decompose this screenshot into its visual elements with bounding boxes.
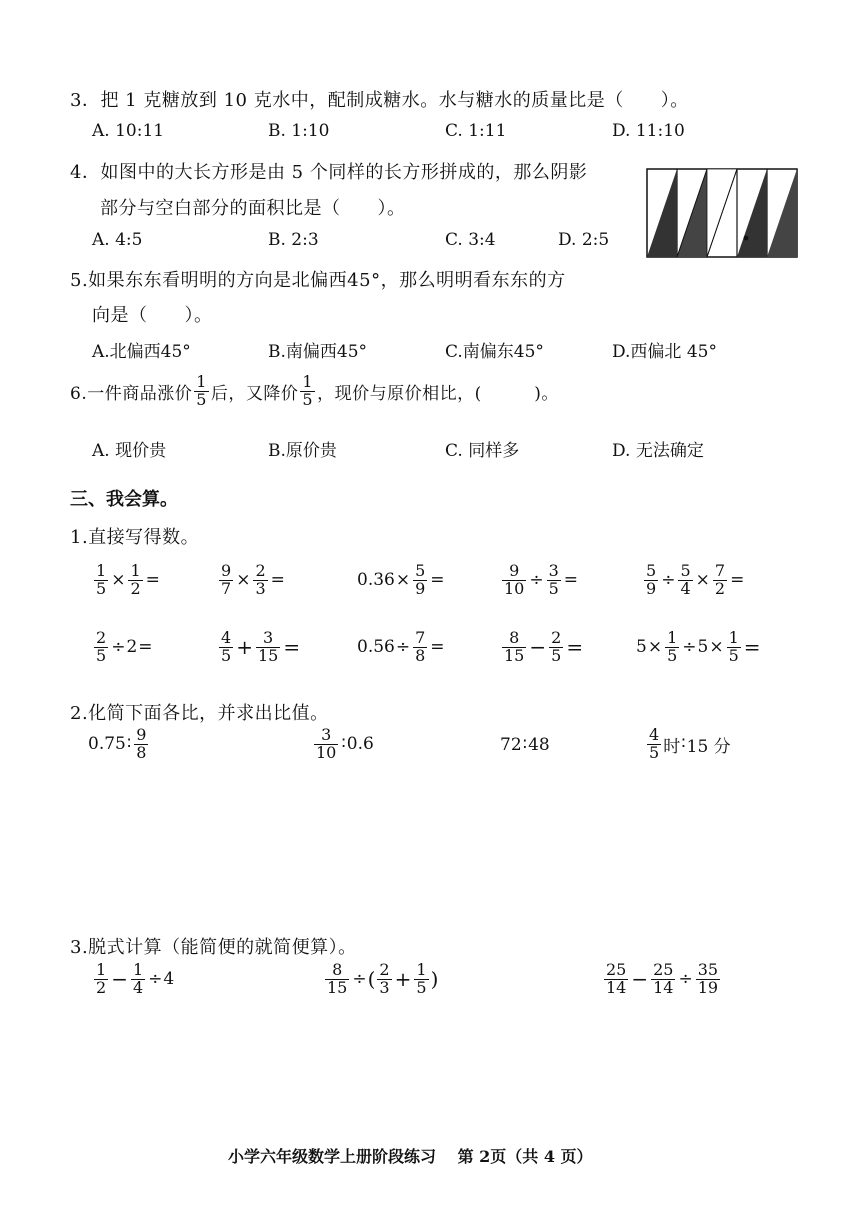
fraction: $\frac{1}{2}$ <box>130 561 141 598</box>
q4-option-a: A. 4:5 <box>92 230 143 250</box>
fraction: $\frac{9}{10}$ <box>504 561 525 598</box>
q4-stem-line2: 部分与空白部分的面积比是（ ）。 <box>100 198 406 219</box>
fraction: $\frac{9}{8}$ <box>136 725 147 762</box>
calc-6: $\frac{2}{5}$ ÷ 2 = <box>96 628 153 665</box>
q6-option-d: D. 无法确定 <box>612 441 704 461</box>
fraction: $\frac{2}{5}$ <box>96 628 107 665</box>
fraction: $\frac{1}{5}$ <box>96 561 107 598</box>
q6-stem <box>70 374 559 409</box>
fraction: $\frac{9}{7}$ <box>221 561 232 598</box>
calc-3: 0.36 × $\frac{5}{9}$ = <box>357 561 445 598</box>
q4-option-c: C. 3:4 <box>445 230 496 250</box>
page-footer: 小学六年级数学上册阶段练习 第 2页（共 4 页） <box>228 1147 593 1166</box>
fraction: $\frac{3}{15}$ <box>257 628 279 665</box>
ratio-2: $\frac{3}{10}$ ∶ 0.6 <box>316 725 374 762</box>
fraction: $\frac{5}{9}$ <box>646 561 657 598</box>
q3-option-a: A. 10:11 <box>92 121 165 141</box>
ratio-3: 72 ∶ 48 <box>500 735 550 755</box>
fraction: $\frac{3}{10}$ <box>316 725 337 762</box>
fraction: $\frac{4}{5}$ <box>649 725 660 762</box>
fraction: $\frac{1}{5}$ <box>667 628 678 665</box>
fraction: $\frac{2}{3}$ <box>379 960 390 997</box>
fraction: $\frac{8}{15}$ <box>504 628 525 665</box>
calc-8: 0.56 ÷ $\frac{7}{8}$ = <box>357 628 445 665</box>
fraction: $\frac{3}{5}$ <box>548 561 559 598</box>
calc-4: $\frac{9}{10}$ ÷ $\frac{3}{5}$ = <box>504 561 579 598</box>
q3-option-b: B. 1:10 <box>268 121 330 141</box>
fraction: $\frac{8}{15}$ <box>327 960 348 997</box>
calc-2: $\frac{9}{7}$ × $\frac{2}{3}$ = <box>221 561 285 598</box>
part1-title: 1.直接写得数。 <box>70 527 200 548</box>
q5-option-a: A.北偏西45° <box>92 342 191 362</box>
fraction: $\frac{35}{19}$ <box>697 960 719 997</box>
fraction: $\frac{25}{14}$ <box>653 960 674 997</box>
section-title: 三、我会算。 <box>70 489 178 510</box>
q5-option-d: D.西偏北 45° <box>612 342 717 362</box>
q6-stem-part2: 后，又降价 <box>210 383 299 404</box>
step-calc-1: $\frac{1}{2}$ − $\frac{1}{4}$ ÷ 4 <box>96 960 175 997</box>
q4-option-b: B. 2:3 <box>268 230 319 250</box>
step-calc-2: $\frac{8}{15}$ ÷ ( $\frac{2}{3}$ + $\frac{1}{5}$ ) <box>327 960 439 997</box>
q6-stem-part3: ，现价与原价相比，( )。 <box>317 383 559 404</box>
fraction: $\frac{7}{2}$ <box>714 561 726 598</box>
q3-stem: 3．把 1 克糖放到 10 克水中，配制成糖水。水与糖水的质量比是（ ）。 <box>70 90 689 111</box>
fraction: $\frac{7}{8}$ <box>415 628 426 665</box>
calc-10: 5 × $\frac{1}{5}$ ÷ 5 × $\frac{1}{5}$ = <box>636 628 761 665</box>
q3-option-c: C. 1:11 <box>445 121 507 141</box>
ratio-4: $\frac{4}{5}$ 时 ∶ 15 分 <box>649 725 731 762</box>
q5-option-c: C.南偏东45° <box>445 342 544 362</box>
fraction: $\frac{1}{2}$ <box>96 960 107 997</box>
fraction: $\frac{1}{5}$ <box>196 372 207 409</box>
q6-option-b: B.原价贵 <box>268 441 337 461</box>
q6-stem-part1: 6.一件商品涨价 <box>70 383 193 404</box>
q4-stem-line1: 4．如图中的大长方形是由 5 个同样的长方形拼成的，那么阴影 <box>70 162 588 183</box>
ratio-1: 0.75 ∶ $\frac{9}{8}$ <box>88 725 147 762</box>
fraction: $\frac{1}{5}$ <box>416 960 427 997</box>
q5-option-b: B.南偏西45° <box>268 342 368 362</box>
fraction: $\frac{2}{5}$ <box>551 628 562 665</box>
fraction: $\frac{5}{9}$ <box>415 561 426 598</box>
fraction: $\frac{2}{3}$ <box>255 561 266 598</box>
fraction: $\frac{1}{5}$ <box>728 628 739 665</box>
q6-option-c: C. 同样多 <box>445 441 520 461</box>
calc-7: $\frac{4}{5}$ + $\frac{3}{15}$ = <box>221 628 301 665</box>
fraction: $\frac{5}{4}$ <box>680 561 691 598</box>
step-calc-3: $\frac{25}{14}$ − $\frac{25}{14}$ ÷ $\frac{35}{19}$ <box>606 960 719 997</box>
calc-1: $\frac{1}{5}$ × $\frac{1}{2}$ = <box>96 561 160 598</box>
q4-option-d: D. 2:5 <box>558 230 610 250</box>
q5-stem-line2: 向是（ ）。 <box>92 305 213 326</box>
part3-title: 3.脱式计算（能简便的就简便算）。 <box>70 937 357 958</box>
fraction: $\frac{25}{14}$ <box>606 960 627 997</box>
calc-9: $\frac{8}{15}$ − $\frac{2}{5}$ = <box>504 628 584 665</box>
shaded-rectangles-figure <box>646 168 798 258</box>
q3-option-d: D. 11:10 <box>612 121 685 141</box>
fraction: $\frac{1}{5}$ <box>302 372 314 409</box>
q5-stem-line1: 5.如果东东看明明的方向是北偏西45°，那么明明看东东的方 <box>70 270 566 291</box>
fraction: $\frac{4}{5}$ <box>221 628 232 665</box>
fraction: $\frac{1}{4}$ <box>132 960 144 997</box>
q6-option-a: A. 现价贵 <box>92 441 167 461</box>
part2-title: 2.化简下面各比，并求出比值。 <box>70 703 329 724</box>
calc-5: $\frac{5}{9}$ ÷ $\frac{5}{4}$ × $\frac{7}{2}$ = <box>646 561 745 598</box>
